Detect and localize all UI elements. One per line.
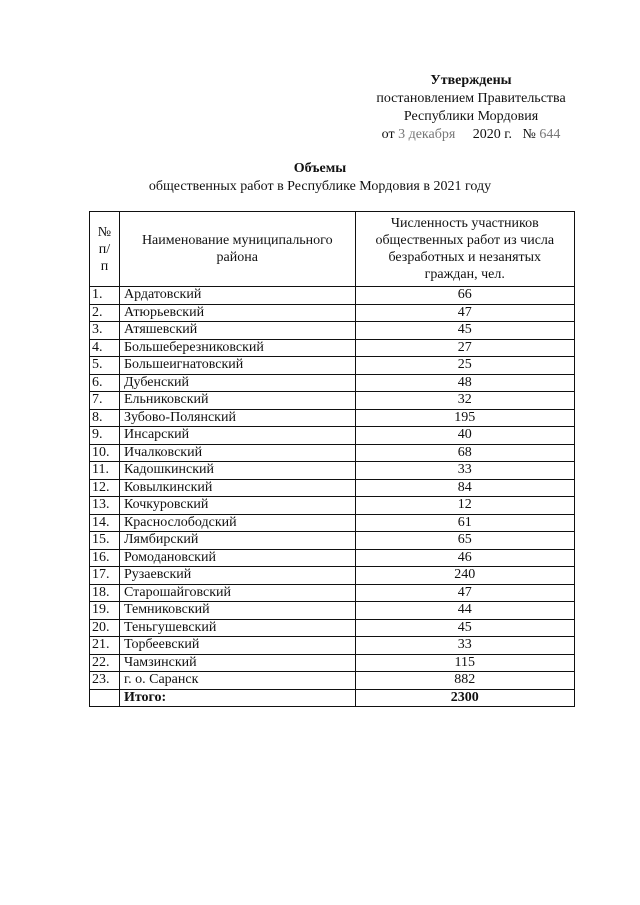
participants-count: 44	[355, 602, 574, 620]
participants-count: 47	[355, 304, 574, 322]
district-name: Ичалковский	[119, 444, 355, 462]
participants-count: 84	[355, 479, 574, 497]
table-row	[90, 409, 575, 427]
table-row	[90, 462, 575, 480]
row-number: 7.	[90, 392, 120, 410]
table-body	[90, 287, 575, 690]
row-number: 11.	[90, 462, 120, 480]
participants-count: 68	[355, 444, 574, 462]
row-number: 18.	[90, 584, 120, 602]
public-works-table	[89, 211, 575, 707]
district-name: Зубово-Полянский	[119, 409, 355, 427]
date-prefix: от	[381, 127, 395, 142]
row-number: 2.	[90, 304, 120, 322]
district-name: Атяшевский	[119, 322, 355, 340]
row-number: 12.	[90, 479, 120, 497]
table-row	[90, 672, 575, 690]
table-row	[90, 584, 575, 602]
district-name: Ковылкинский	[119, 479, 355, 497]
row-number: 9.	[90, 427, 120, 445]
row-number: 22.	[90, 654, 120, 672]
table-row	[90, 619, 575, 637]
row-number: 8.	[90, 409, 120, 427]
table-row	[90, 637, 575, 655]
district-name: Лямбирский	[119, 532, 355, 550]
district-name: Чамзинский	[119, 654, 355, 672]
district-name: Атюрьевский	[119, 304, 355, 322]
title-line-1: Объемы	[293, 161, 347, 176]
district-name: Старошайговский	[119, 584, 355, 602]
row-number: 6.	[90, 374, 120, 392]
total-value: 2300	[355, 689, 574, 707]
district-name: Большеигнатовский	[119, 357, 355, 375]
district-name: Ельниковский	[119, 392, 355, 410]
approval-line-2: Республики Мордовия	[403, 109, 539, 124]
district-name: Большеберезниковский	[119, 339, 355, 357]
header-count: Численность участников общественных работ из числа безработных и незанятых граждан, чел.	[355, 212, 574, 287]
row-number: 21.	[90, 637, 120, 655]
row-number: 4.	[90, 339, 120, 357]
participants-count: 46	[355, 549, 574, 567]
title-line-2: общественных работ в Республике Мордовия в 2021 году	[148, 179, 492, 194]
participants-count: 25	[355, 357, 574, 375]
table-row	[90, 602, 575, 620]
district-name: г. о. Саранск	[119, 672, 355, 690]
date-day: 3	[398, 127, 406, 142]
participants-count: 882	[355, 672, 574, 690]
row-number: 1.	[90, 287, 120, 305]
table-row	[90, 514, 575, 532]
table-row	[90, 479, 575, 497]
table-header-row	[90, 212, 575, 287]
document-title	[0, 160, 640, 196]
row-number: 3.	[90, 322, 120, 340]
participants-count: 27	[355, 339, 574, 357]
row-number: 19.	[90, 602, 120, 620]
row-number: 16.	[90, 549, 120, 567]
table-row	[90, 374, 575, 392]
participants-count: 47	[355, 584, 574, 602]
total-num-cell	[90, 689, 120, 707]
participants-count: 61	[355, 514, 574, 532]
row-number: 13.	[90, 497, 120, 515]
participants-count: 66	[355, 287, 574, 305]
table-row	[90, 532, 575, 550]
participants-count: 115	[355, 654, 574, 672]
total-label: Итого:	[119, 689, 355, 707]
date-year: 2020 г.	[472, 127, 512, 142]
row-number: 20.	[90, 619, 120, 637]
district-name: Кадошкинский	[119, 462, 355, 480]
participants-count: 195	[355, 409, 574, 427]
participants-count: 33	[355, 462, 574, 480]
row-number: 15.	[90, 532, 120, 550]
table-row	[90, 287, 575, 305]
district-name: Кочкуровский	[119, 497, 355, 515]
table-row	[90, 427, 575, 445]
table-row	[90, 497, 575, 515]
district-name: Теньгушевский	[119, 619, 355, 637]
district-name: Ромодановский	[119, 549, 355, 567]
date-month: декабря	[408, 127, 456, 142]
row-number: 23.	[90, 672, 120, 690]
participants-count: 45	[355, 322, 574, 340]
participants-count: 65	[355, 532, 574, 550]
district-name: Торбеевский	[119, 637, 355, 655]
district-name: Ардатовский	[119, 287, 355, 305]
approval-date-line	[356, 126, 586, 144]
participants-count: 33	[355, 637, 574, 655]
table-row	[90, 444, 575, 462]
table-row	[90, 549, 575, 567]
row-number: 17.	[90, 567, 120, 585]
table-row	[90, 304, 575, 322]
district-name: Краснослободский	[119, 514, 355, 532]
table-row	[90, 567, 575, 585]
row-number: 14.	[90, 514, 120, 532]
table-row	[90, 654, 575, 672]
table-row	[90, 322, 575, 340]
total-row	[90, 689, 575, 707]
district-name: Темниковский	[119, 602, 355, 620]
approval-line-1: постановлением Правительства	[376, 91, 566, 106]
participants-count: 45	[355, 619, 574, 637]
participants-count: 48	[355, 374, 574, 392]
table-row	[90, 392, 575, 410]
header-name: Наименование муниципального района	[119, 212, 355, 287]
district-name: Рузаевский	[119, 567, 355, 585]
approval-block	[356, 72, 586, 144]
district-name: Дубенский	[119, 374, 355, 392]
decree-number: 644	[539, 127, 561, 142]
row-number: 5.	[90, 357, 120, 375]
header-num: № п/п	[90, 212, 120, 287]
district-name: Инсарский	[119, 427, 355, 445]
participants-count: 240	[355, 567, 574, 585]
participants-count: 32	[355, 392, 574, 410]
table-row	[90, 357, 575, 375]
participants-count: 40	[355, 427, 574, 445]
table-row	[90, 339, 575, 357]
participants-count: 12	[355, 497, 574, 515]
number-prefix: №	[522, 127, 536, 142]
row-number: 10.	[90, 444, 120, 462]
approval-heading: Утверждены	[430, 73, 512, 88]
